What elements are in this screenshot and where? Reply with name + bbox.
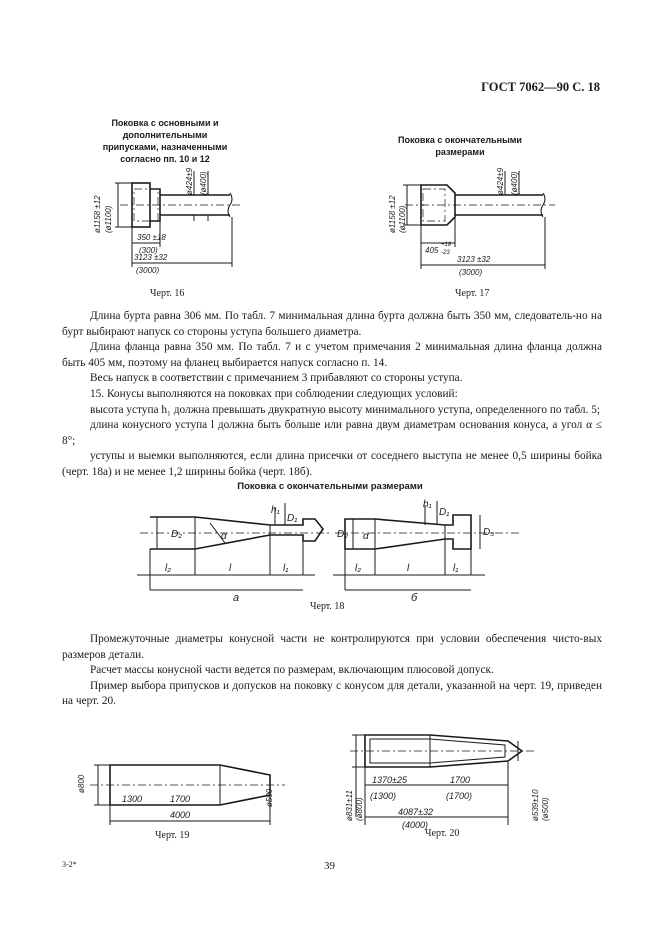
figure17-caption: Черт. 17 (455, 288, 490, 299)
figure20-l2-nom: (1700) (446, 791, 473, 801)
figure17-d-left-nom: (ø1100) (398, 205, 407, 233)
paragraph: Промежуточные диаметры конусной части не контролируются при условии обеспечения чисто-вых размеров детали. (62, 633, 602, 661)
figure19-l1: 1300 (122, 794, 143, 804)
figure17-d-right-nom: (ø400) (510, 171, 519, 195)
figure19-drawing (70, 755, 300, 830)
figure20-l1-nom: (1300) (370, 791, 397, 801)
paragraph: Весь напуск в соответствии с примечанием 3 прибавляют со стороны уступа. (90, 372, 463, 385)
figure16-d-left: ø1158 ±12 (93, 195, 102, 233)
figure17-l-flange-tol-down: -23 (441, 250, 450, 256)
figure18a-label: а (233, 592, 240, 604)
figure20-d-right: ø539±10 (531, 789, 540, 821)
figure16-d-right: ø424±9 (185, 167, 194, 195)
paragraph: высота уступа h₁ должна превышать двукратную высоту минимального уступа, определенного по табл. 5; (90, 403, 600, 416)
paragraph: Длина фланца равна 350 мм. По табл. 7 и с учетом примечания 2 минимальная длина фланца должна быть 405 мм, поэтому на фланец выбирается напуск согласно п. 14. (62, 341, 602, 369)
body-text-main (62, 309, 602, 481)
figure16-l-total: 3123 ±32 (134, 253, 168, 262)
figure20-d-left: ø831±11 (345, 790, 354, 821)
figure18a-l: l (229, 563, 232, 574)
standard-header: ГОСТ 7062—90 С. 18 (481, 80, 600, 94)
figure20-l2: 1700 (450, 775, 471, 785)
figure18b-h1: h₁ (423, 499, 432, 510)
figure18a-h1: h₁ (271, 505, 280, 516)
figure18b-l1: l₁ (453, 563, 459, 574)
page-number: 39 (324, 860, 335, 872)
figure20-l-total-nom: (4000) (402, 820, 429, 830)
figure16-title: Поковка с основными и дополнительными припусками, назначенными согласно пп. 10 и 12 (102, 118, 228, 164)
figure20-l1: 1370±25 (372, 775, 407, 785)
figure18b-label: б (411, 592, 418, 604)
figure17-drawing (388, 165, 565, 280)
paragraph: уступы и выемки выполняются, если длина присечки от соседнего выступа не менее 0,5 ширины бойка (черт. 18а) и не менее 1,2 ширины бойка (черт. 18б). (62, 450, 602, 478)
figure18b-alpha: α (363, 531, 369, 542)
figure18a-l2: l₂ (165, 563, 172, 574)
figure18a-alpha: α (221, 531, 227, 542)
figure17-l-flange-tol-up: +18 (441, 242, 452, 248)
paragraph: длина конусного уступа l должна быть больше или равна двум диаметрам основания конуса, а угол α ≤ 8°; (62, 419, 602, 447)
print-signature: 3-2* (62, 860, 77, 869)
figure20-caption: Черт. 20 (425, 828, 460, 839)
body-text-secondary (62, 632, 602, 710)
figure18b-d2: D₂ (337, 529, 349, 540)
figure17-l-flange: 405 (425, 246, 439, 255)
figure18-title: Поковка с окончательными размерами (237, 481, 423, 492)
figure16-l-total-nom: (3000) (136, 266, 160, 275)
figure19-l2: 1700 (170, 794, 191, 804)
figure18a-l1: l₁ (283, 563, 289, 574)
figure18a-d2: D₂ (171, 529, 183, 540)
figure17-l-total: 3123 ±32 (457, 255, 491, 264)
figure17-d-right: ø424±9 (496, 167, 505, 195)
figure17-d-left: ø1158 ±12 (388, 195, 397, 233)
figure20-drawing (340, 725, 580, 830)
figure16-d-left-nom: (ø1100) (104, 205, 113, 233)
figure16-d-right-nom: (ø400) (199, 171, 208, 195)
figure17-l-total-nom: (3000) (459, 268, 483, 277)
paragraph: Расчет массы конусной части ведется по размерам, включающим плюсовой допуск. (90, 664, 494, 677)
figure20-d-right-nom: (ø500) (541, 797, 550, 821)
figure18b-l2: l₂ (355, 563, 362, 574)
figure18-drawing (125, 495, 545, 605)
figure16-caption: Черт. 16 (150, 288, 185, 299)
figure16-drawing (90, 165, 250, 280)
figure18a-d1: D₁ (287, 513, 298, 524)
figure16-l-flange-nom: (300) (139, 246, 158, 255)
figure19-d-right: ø500 (265, 788, 274, 807)
figure18b-d1: D₁ (439, 507, 450, 518)
figure19-d-left: ø800 (77, 774, 86, 793)
figure19-caption: Черт. 19 (155, 830, 190, 841)
figure19-l-total: 4000 (170, 810, 191, 820)
figure17-title: Поковка с окончательными размерами (398, 135, 522, 157)
figure20-l-total: 4087±32 (398, 807, 433, 817)
figure16-l-flange: 350 ±18 (137, 233, 166, 242)
figure18b-d3: D₃ (483, 527, 495, 538)
paragraph: Длина бурта равна 306 мм. По табл. 7 минимальная длина бурта должна быть 350 мм, следователь-но на бурт выбирают напуск со стороны уступа большего диаметра. (62, 310, 602, 338)
paragraph: 15. Конусы выполняются на поковках при соблюдении следующих условий: (90, 387, 458, 400)
paragraph: Пример выбора припусков и допусков на поковку с конусом для детали, указанной на черт. 19, приведен на черт. 20. (62, 679, 602, 708)
figure20-d-left-nom: (ø800) (355, 797, 364, 821)
figure18b-l: l (407, 563, 410, 574)
figure18-caption: Черт. 18 (310, 601, 345, 612)
